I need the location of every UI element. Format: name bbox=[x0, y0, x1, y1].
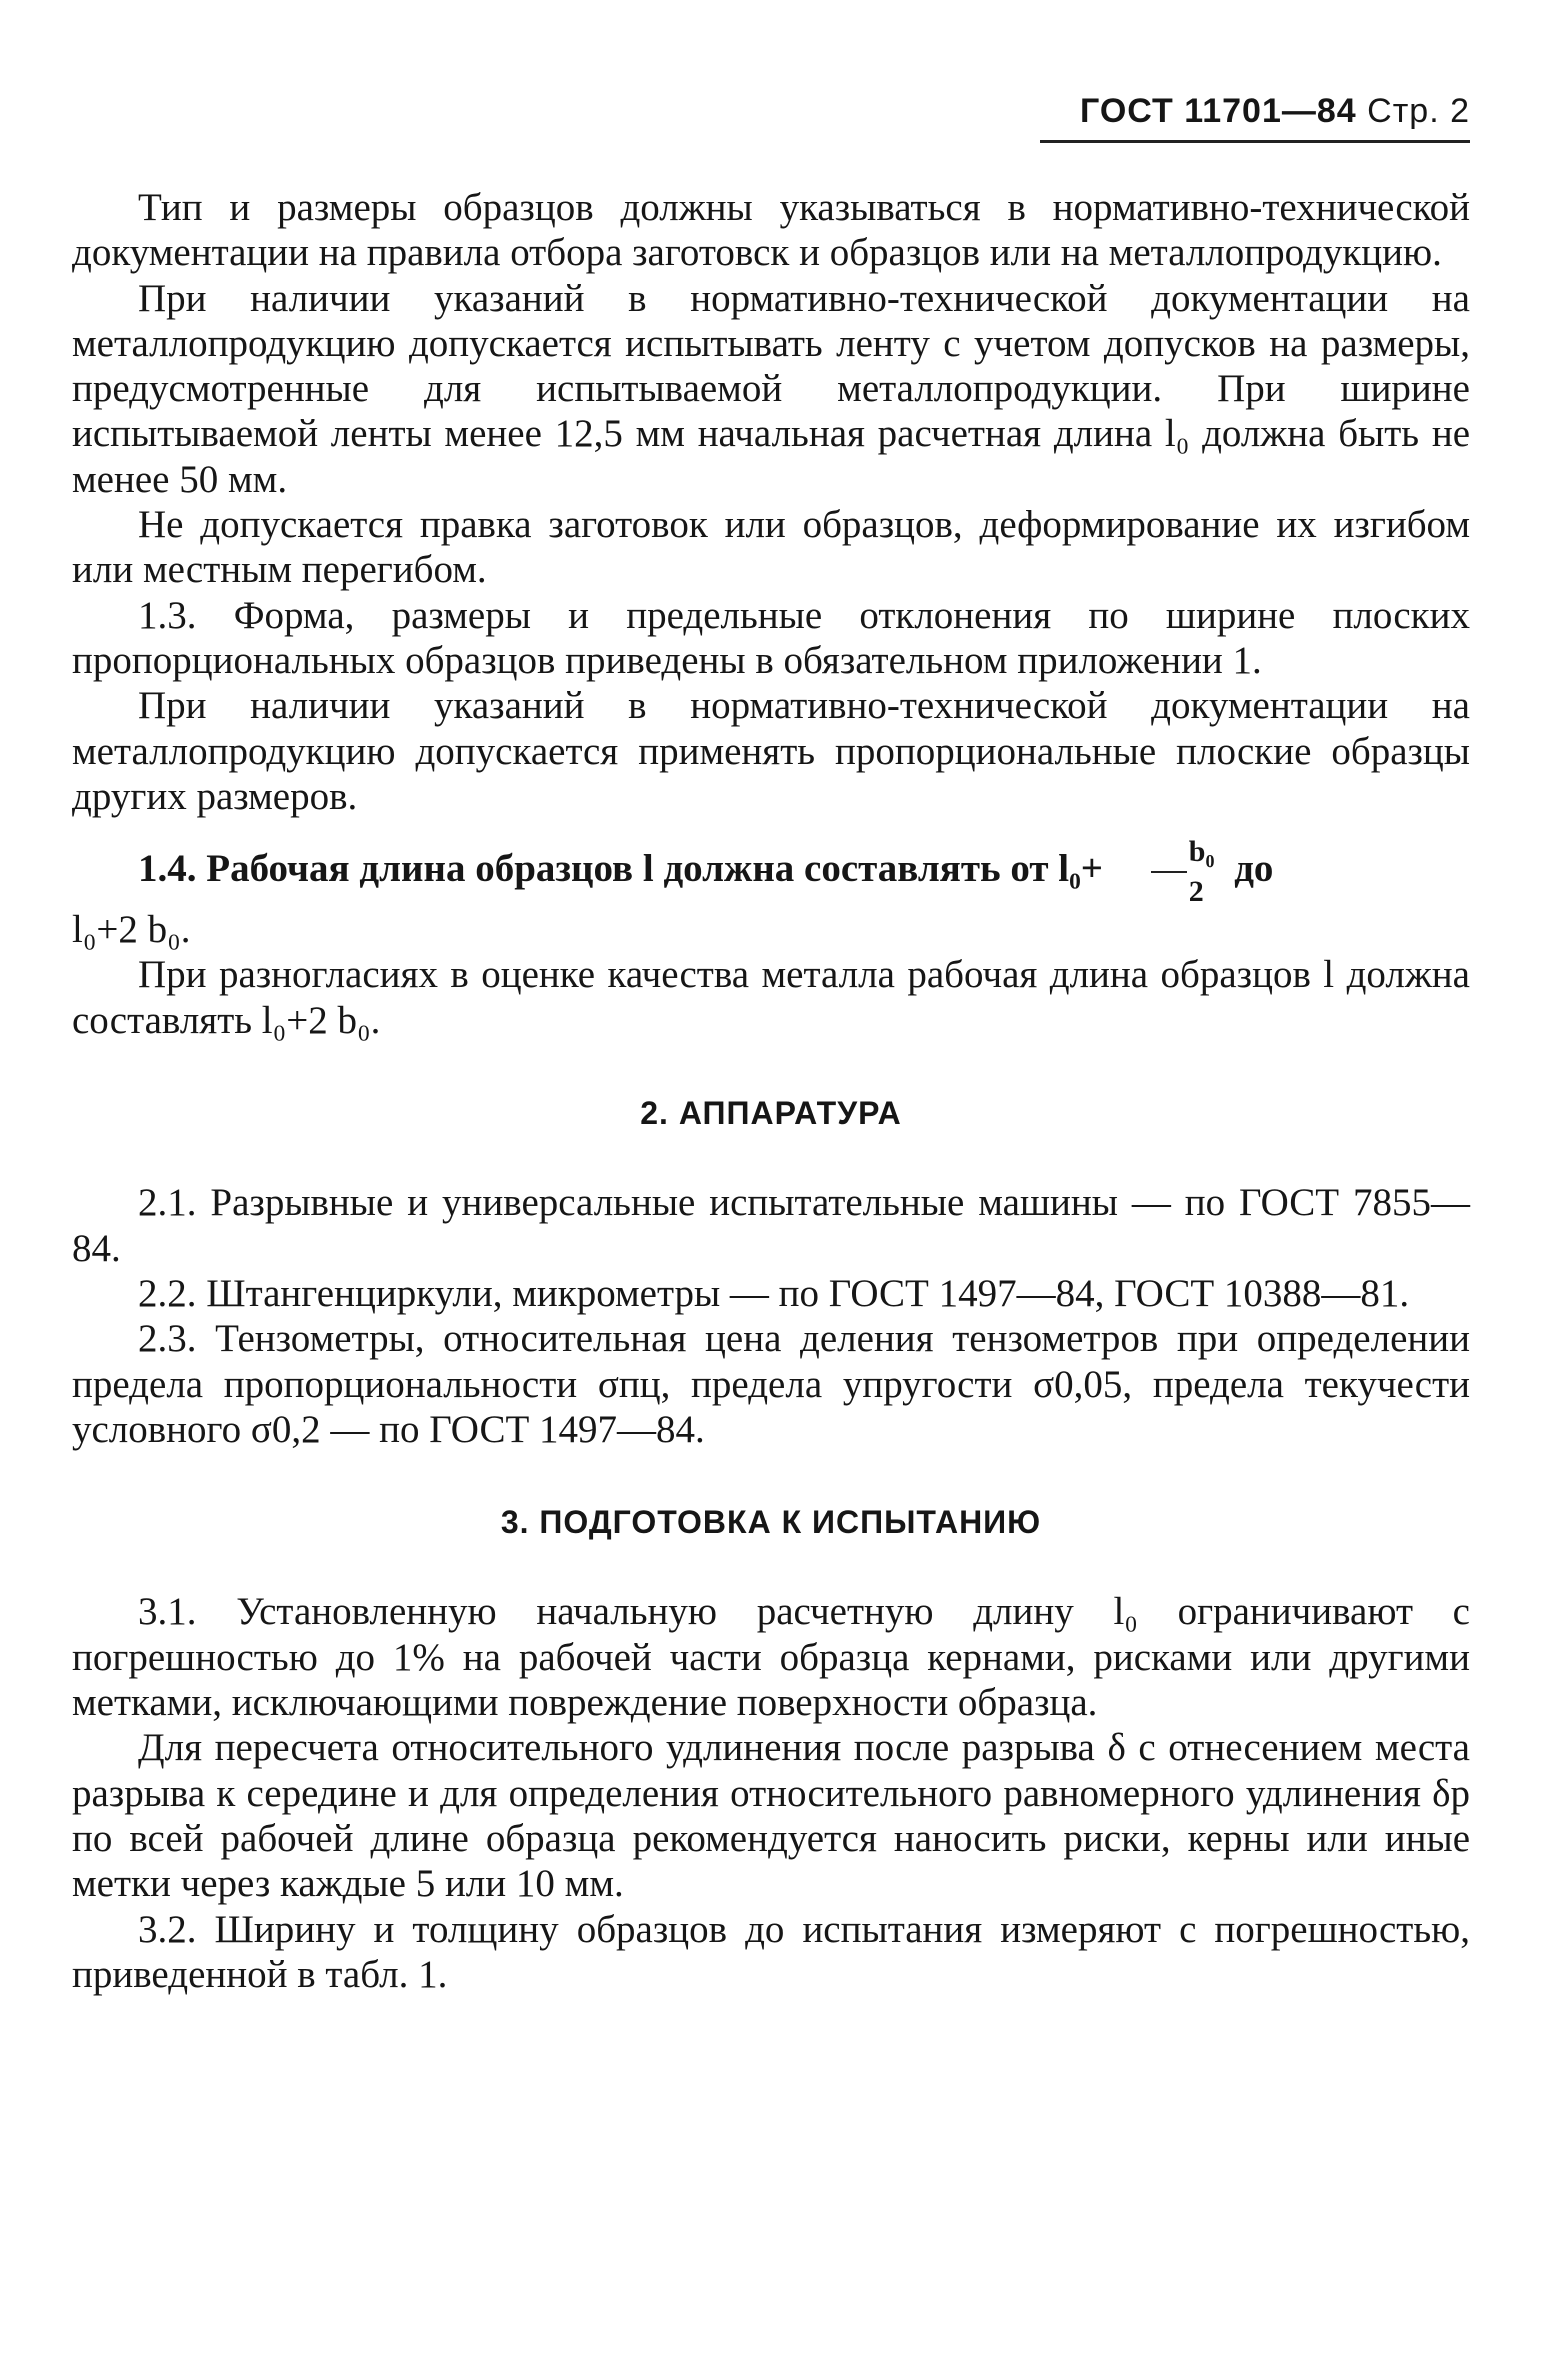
section-2-heading: 2. АППАРАТУРА bbox=[640, 1095, 902, 1132]
paragraph-1-4 bbox=[72, 837, 1470, 907]
working-length-to: до bbox=[1234, 847, 1274, 891]
section-3-heading: 3. ПОДГОТОВКА К ИСПЫТАНИЮ bbox=[500, 1504, 1042, 1541]
running-header bbox=[1040, 92, 1470, 131]
header-rule bbox=[1040, 140, 1470, 143]
paragraph-tape-testing: При наличии указаний в нормативно-технической документации на металлопродукцию допускается испытывать ленту с учетом допусков на размеры, предусмотренные для испытываемой металлопродукции. При ширине испытываемой ленты менее 12,5 мм начальная расчетная длина l₀ должна быть не менее 50 мм. bbox=[72, 276, 1470, 501]
formula-continuation: l₀+2 b₀. bbox=[72, 908, 191, 952]
fraction-numerator: b₀ bbox=[1188, 835, 1215, 869]
paragraph-marks: Для пересчета относительного удлинения после разрыва δ с отнесением места разрыва к середине и для определения относительного равномерного удлинения δр по всей рабочей длине образца рекомендуется наносить риски, керны или иные метки через каждые 5 или 10 мм. bbox=[72, 1726, 1470, 1906]
paragraph-2-3: 2.3. Тензометры, относительная цена деления тензометров при определении предела пропорциональности σпц, предела упругости σ0,05, предела текучести условного σ0,2 — по ГОСТ 1497—84. bbox=[72, 1317, 1470, 1451]
paragraph-3-2: 3.2. Ширину и толщину образцов до испытания измеряют с погрешностью, приведенной в табл. 1. bbox=[72, 1907, 1470, 1996]
paragraph-disagreement: При разногласиях в оценке качества металла рабочая длина образцов l должна составлять l₀+2 b₀. bbox=[72, 953, 1470, 1042]
page-body bbox=[72, 185, 1470, 1997]
paragraph-2-1: 2.1. Разрывные и универсальные испытательные машины — по ГОСТ 7855—84. bbox=[72, 1181, 1470, 1270]
paragraph-other-sizes: При наличии указаний в нормативно-технической документации на металлопродукцию допускается применять пропорциональные плоские образцы других размеров. bbox=[72, 684, 1470, 818]
fraction-b0-over-2 bbox=[1123, 837, 1215, 907]
paragraph-no-straightening: Не допускается правка заготовок или образцов, деформирование их изгибом или местным перегибом. bbox=[72, 503, 1470, 592]
fraction-denominator: 2 bbox=[1188, 875, 1204, 909]
paragraph-2-2: 2.2. Штангенциркули, микрометры — по ГОСТ 1497—84, ГОСТ 10388—81. bbox=[138, 1271, 1410, 1315]
paragraph-1-3: 1.3. Форма, размеры и предельные отклонения по ширине плоских пропорциональных образцов приведены в обязательном приложении 1. bbox=[72, 593, 1470, 682]
page-number: Стр. 2 bbox=[1367, 92, 1470, 130]
paragraph-specimen-type: Тип и размеры образцов должны указываться в нормативно-технической документации на правила отбора заготовск и образцов или на металлопродукцию. bbox=[72, 186, 1470, 275]
fraction-bar bbox=[1151, 871, 1187, 873]
paragraph-3-1: 3.1. Установленную начальную расчетную длину l₀ ограничивают с погрешностью до 1% на рабочей части образца кернами, рисками или другими метками, исключающими повреждение поверхности образца. bbox=[72, 1590, 1470, 1725]
working-length-text: 1.4. Рабочая длина образцов l должна составлять от l₀+ bbox=[138, 847, 1104, 891]
standard-number: ГОСТ 11701—84 bbox=[1080, 92, 1357, 130]
